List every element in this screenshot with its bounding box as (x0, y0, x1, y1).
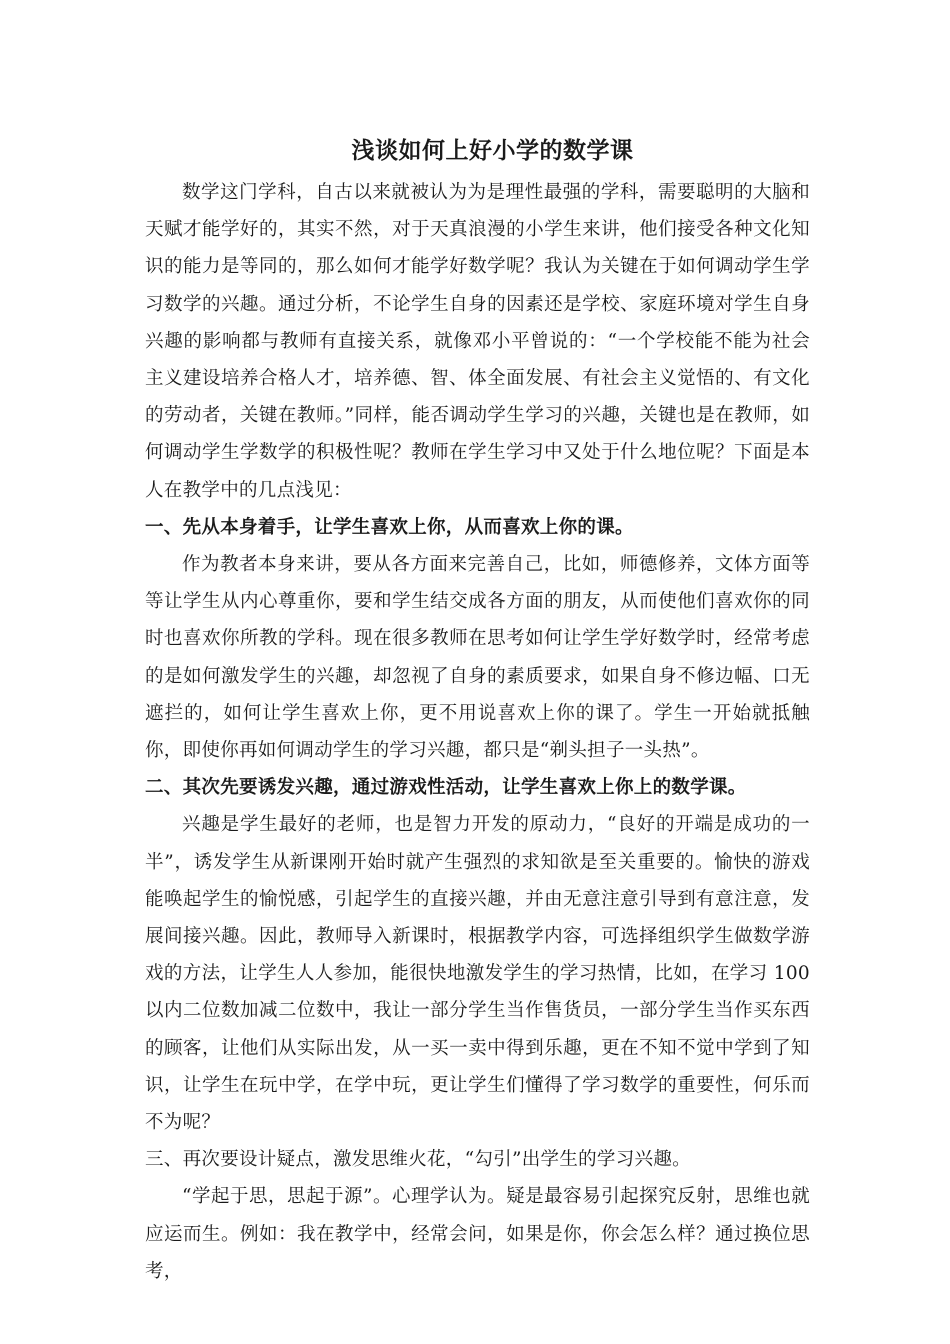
document-title: 浅谈如何上好小学的数学课 (351, 137, 634, 164)
section-heading-3: 三、再次要设计疑点，激发思维火花，“勾引”出学生的学习兴趣。 (145, 1149, 691, 1171)
intro-paragraph: 数学这门学科，自古以来就被认为为是理性最强的学科，需要聪明的大脑和天赋才能学好的，其实不然，对于天真浪漫的小学生来讲，他们接受各种文化知识的能力是等同的，那么如何才能学好数学呢？我认为关键在于如何调动学生学习数学的兴趣。通过分析，不论学生自身的因素还是学校、家庭环境对学生自身兴趣的影响都与教师有直接关系，就像邓小平曾说的：“一个学校能不能为社会主义建设培养合格人才，培养德、智、体全面发展、有社会主义觉悟的、有文化的劳动者，关键在教师。”同样，能否调动学生学习的兴趣，关键也是在教师，如何调动学生学数学的积极性呢？教师在学生学习中又处于什么地位呢？下面是本人在教学中的几点浅见： (145, 182, 810, 501)
section-3-paragraph: “学起于思，思起于源”。心理学认为。疑是最容易引起探究反射，思维也就应运而生。例如：我在教学中，经常会问，如果是你，你会怎么样？通过换位思考， (145, 1186, 810, 1282)
section-heading-2: 二、其次先要诱发兴趣，通过游戏性活动，让学生喜欢上你上的数学课。 (145, 777, 747, 799)
section-2-paragraph: 兴趣是学生最好的老师，也是智力开发的原动力，“良好的开端是成功的一半”，诱发学生从新课刚开始时就产生强烈的求知欲是至关重要的。愉快的游戏能唤起学生的愉悦感，引起学生的直接兴趣，并由无意注意引导到有意注意，发展间接兴趣。因此，教师导入新课时，根据教学内容，可选择组织学生做数学游戏的方法，让学生人人参加，能很快地激发学生的学习热情，比如，在学习 100 以内二位数加减二位数中，我让一部分学生当作售货员，一部分学生当作买东西的顾客，让他们从实际出发，从一买一卖中得到乐趣，更在不知不觉中学到了知识，让学生在玩中学，在学中玩，更让学生们懂得了学习数学的重要性，何乐而不为呢？ (145, 814, 810, 1134)
section-heading-1: 一、先从本身着手，让学生喜欢上你，从而喜欢上你的课。 (145, 516, 634, 538)
section-1-paragraph: 作为教者本身来讲，要从各方面来完善自己，比如，师德修养，文体方面等等让学生从内心尊重你，要和学生结交成各方面的朋友，从而使他们喜欢你的同时也喜欢你所教的学科。现在很多教师在思考如何让学生学好数学时，经常考虑的是如何激发学生的兴趣，却忽视了自身的素质要求，如果自身不修边幅、口无遮拦的，如何让学生喜欢上你，更不用说喜欢上你的课了。学生一开始就抵触你，即使你再如何调动学生的学习兴趣，都只是“剃头担子一头热”。 (145, 554, 810, 762)
document-page (145, 128, 810, 1290)
